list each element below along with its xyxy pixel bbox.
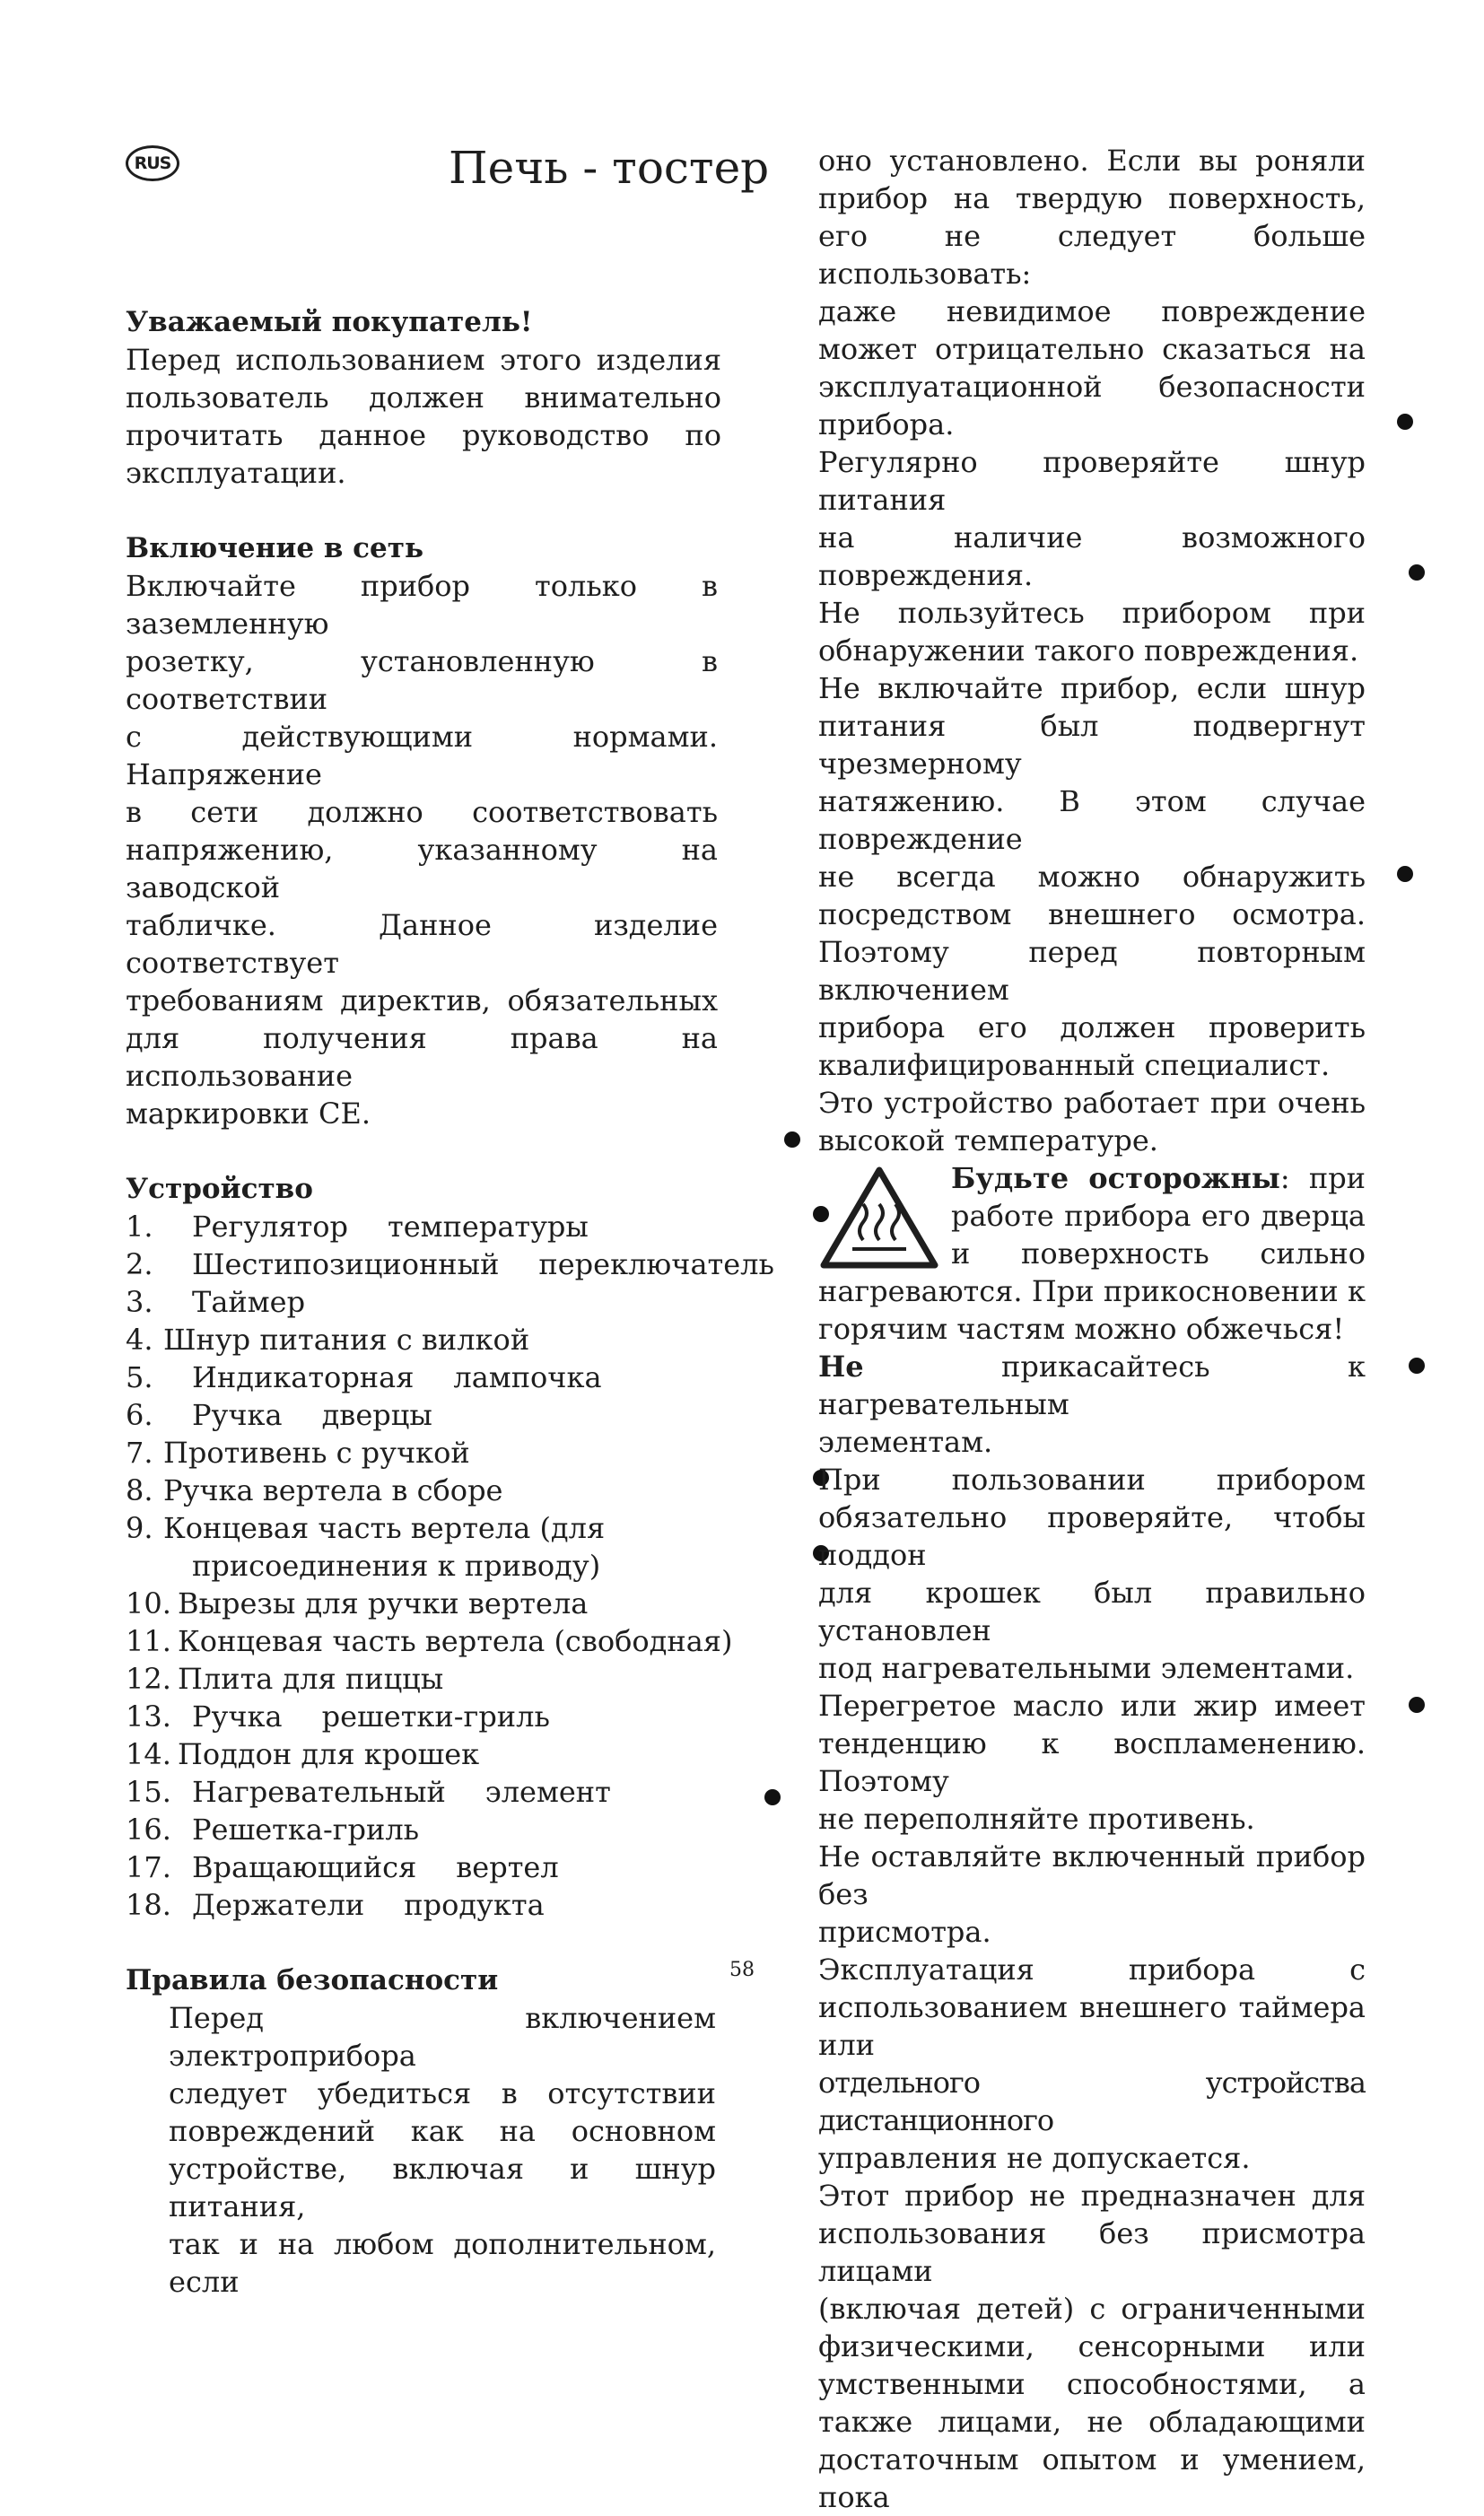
text-line: требованиям директив, обязательных bbox=[126, 983, 718, 1018]
text-line: прибор на твердую поверхность, bbox=[818, 181, 1366, 215]
page-title: Печь - тостер bbox=[449, 142, 770, 194]
bullet-dot bbox=[1397, 414, 1413, 430]
list-item: 4. Шнур питания с вилкой bbox=[126, 1323, 530, 1357]
text-line: может отрицательно сказаться на bbox=[818, 332, 1366, 366]
page-number: 58 bbox=[729, 1959, 755, 1981]
text-line: (включая детей) с ограниченными bbox=[818, 2292, 1366, 2326]
text-line: Перегретое масло или жир имеет bbox=[818, 1689, 1366, 1723]
right-column bbox=[818, 142, 1366, 2516]
text-line: работе прибора его дверца bbox=[951, 1199, 1366, 1233]
no-touch-bold: Не bbox=[818, 1350, 864, 1384]
text-line: Не оставляйте включенный прибор без bbox=[818, 1839, 1366, 1911]
text-line: розетку, установленную в соответствии bbox=[126, 644, 718, 716]
text-line: Не включайте прибор, если шнур bbox=[818, 671, 1366, 705]
list-item: 17. Вращающийся вертел bbox=[126, 1850, 559, 1884]
text-line: не переполняйте противень. bbox=[818, 1802, 1255, 1836]
text-line: отдельного устройства дистанционного bbox=[818, 2066, 1366, 2137]
text-line: также лицами, не обладающими bbox=[818, 2405, 1366, 2439]
text-line: так и на любом дополнительном, если bbox=[169, 2227, 716, 2299]
list-item: 5. Индикаторная лампочка bbox=[126, 1360, 602, 1394]
list-item: 7. Противень с ручкой bbox=[126, 1436, 470, 1470]
cord-check-item bbox=[818, 443, 1366, 669]
text-line: не всегда можно обнаружить bbox=[818, 860, 1366, 894]
text-line: маркировки CE. bbox=[126, 1096, 371, 1131]
safety-section bbox=[126, 1961, 718, 2301]
list-item-continuation: присоединения к приводу) bbox=[192, 1549, 601, 1583]
text-line: оно установлено. Если вы роняли bbox=[818, 144, 1366, 178]
text-line: нагреваются. При прикосновении к bbox=[818, 1274, 1366, 1308]
power-section bbox=[126, 529, 718, 1132]
text-line: обязательно проверяйте, чтобы поддон bbox=[818, 1500, 1366, 1572]
text-line: физическими, сенсорными или bbox=[818, 2329, 1366, 2363]
text-line: напряжению, указанному на заводской bbox=[126, 833, 718, 904]
hot-surface-warning-icon bbox=[818, 1165, 940, 1272]
text-line: пользователь должен внимательно bbox=[126, 380, 721, 415]
text-line: для крошек был правильно установлен bbox=[818, 1576, 1366, 1647]
list-item: 12. Плита для пиццы bbox=[126, 1662, 444, 1696]
text-line: питания был подвергнут чрезмерному bbox=[818, 709, 1366, 781]
no-touch-item bbox=[818, 1348, 1366, 1461]
cord-strain-item bbox=[818, 669, 1366, 1084]
bullet-dot bbox=[1397, 866, 1413, 882]
text-line: тенденцию к воспламенению. Поэтому bbox=[818, 1726, 1366, 1798]
text-line: достаточным опытом и умением, пока bbox=[818, 2442, 1366, 2514]
text-line: с действующими нормами. Напряжение bbox=[126, 720, 718, 791]
text-line: под нагревательными элементами. bbox=[818, 1651, 1355, 1685]
device-section bbox=[126, 1170, 774, 1924]
bullet-dot bbox=[1409, 1358, 1425, 1374]
warning-bold: Будьте осторожны bbox=[951, 1161, 1280, 1195]
bullet-dot bbox=[784, 1131, 800, 1148]
text-line: Перед включением электроприбора bbox=[169, 2001, 716, 2073]
text-line: Этот прибор не предназначен для bbox=[818, 2179, 1366, 2213]
text-line: даже невидимое повреждение bbox=[818, 294, 1366, 328]
text-line: присмотра. bbox=[818, 1915, 991, 1949]
text-line: эксплуатационной безопасности bbox=[818, 370, 1366, 404]
text-line: прибора. bbox=[818, 407, 955, 441]
list-item: 2. Шестипозиционный переключатель bbox=[126, 1247, 774, 1281]
greeting-heading: Уважаемый покупатель! bbox=[126, 306, 533, 338]
list-item: 11. Концевая часть вертела (свободная) bbox=[126, 1624, 733, 1658]
safety-continued bbox=[818, 142, 1366, 443]
bullet-dot bbox=[764, 1789, 781, 1805]
text-line: использования без присмотра лицами bbox=[818, 2216, 1366, 2288]
text-line: квалифицированный специалист. bbox=[818, 1048, 1331, 1082]
text-line: использованием внешнего таймера или bbox=[818, 1990, 1366, 2062]
bullet-dot bbox=[1409, 1697, 1425, 1713]
list-item: 6. Ручка дверцы bbox=[126, 1398, 432, 1432]
text-line: обнаружении такого повреждения. bbox=[818, 633, 1359, 668]
list-item: 13. Ручка решетки-гриль bbox=[126, 1699, 550, 1734]
restricted-persons-item bbox=[818, 2177, 1366, 2516]
text-line: его не следует больше использовать: bbox=[818, 219, 1366, 291]
text-line: Перед использованием этого изделия bbox=[126, 343, 721, 377]
text-line: повреждений как на основном bbox=[169, 2114, 716, 2148]
list-item: 10. Вырезы для ручки вертела bbox=[126, 1586, 589, 1621]
text-line: Не прикасайтесь к нагревательным bbox=[818, 1350, 1366, 1421]
text-line: Поэтому перед повторным включением bbox=[818, 935, 1366, 1007]
bullet-dot bbox=[1409, 564, 1425, 581]
text-line: Эксплуатация прибора с bbox=[818, 1953, 1366, 1987]
text-line: умственными способностями, а bbox=[818, 2367, 1366, 2401]
device-parts-list bbox=[126, 1208, 774, 1924]
hot-surface-warning bbox=[818, 1159, 1366, 1348]
unattended-item bbox=[818, 1838, 1366, 1951]
device-heading: Устройство bbox=[126, 1173, 313, 1205]
text-line: При пользовании прибором bbox=[818, 1463, 1366, 1497]
text-line: эксплуатации. bbox=[126, 456, 346, 490]
language-badge-rus: RUS bbox=[126, 145, 179, 181]
text-line: высокой температуре. bbox=[818, 1123, 1158, 1158]
list-item: 1. Регулятор температуры bbox=[126, 1210, 589, 1244]
text-line: Не пользуйтесь прибором при bbox=[818, 596, 1366, 630]
safety-heading: Правила безопасности bbox=[126, 1964, 499, 1996]
greeting-section bbox=[126, 303, 721, 492]
text-line: Будьте осторожны: при bbox=[951, 1161, 1366, 1195]
text-line: и поверхность сильно bbox=[951, 1236, 1366, 1271]
external-timer-item bbox=[818, 1951, 1366, 2177]
crumb-tray-item bbox=[818, 1461, 1366, 1687]
text-line: на наличие возможного повреждения. bbox=[818, 520, 1366, 592]
text-line: следует убедиться в отсутствии bbox=[169, 2076, 716, 2110]
text-line: в сети должно соответствовать bbox=[126, 795, 718, 829]
text-line: посредством внешнего осмотра. bbox=[818, 897, 1366, 931]
text-line: элементам. bbox=[818, 1425, 993, 1459]
text-line: Это устройство работает при очень bbox=[818, 1086, 1366, 1120]
list-item: 9. Концевая часть вертела (для bbox=[126, 1511, 606, 1545]
text-line: прибора его должен проверить bbox=[818, 1010, 1366, 1044]
text-line: прочитать данное руководство по bbox=[126, 418, 721, 452]
text-line: Включайте прибор только в заземленную bbox=[126, 569, 718, 641]
list-item: 14. Поддон для крошек bbox=[126, 1737, 480, 1771]
list-item: 8. Ручка вертела в сборе bbox=[126, 1473, 503, 1507]
text-line: горячим частям можно обжечься! bbox=[818, 1312, 1345, 1346]
list-item: 18. Держатели продукта bbox=[126, 1888, 545, 1922]
text-line: натяжению. В этом случае повреждение bbox=[818, 784, 1366, 856]
oil-fire-item bbox=[818, 1687, 1366, 1838]
list-item: 3. Таймер bbox=[126, 1285, 306, 1319]
text-line: устройстве, включая и шнур питания, bbox=[169, 2152, 716, 2223]
high-temperature-item bbox=[818, 1084, 1366, 1159]
text-line: Регулярно проверяйте шнур питания bbox=[818, 445, 1366, 517]
power-heading: Включение в сеть bbox=[126, 532, 424, 564]
text-line: табличке. Данное изделие соответствует bbox=[126, 908, 718, 980]
list-item: 16. Решетка-гриль bbox=[126, 1813, 420, 1847]
text-line: управления не допускается. bbox=[818, 2141, 1251, 2175]
text-line: для получения права на использование bbox=[126, 1021, 718, 1093]
list-item: 15. Нагревательный элемент bbox=[126, 1775, 611, 1809]
